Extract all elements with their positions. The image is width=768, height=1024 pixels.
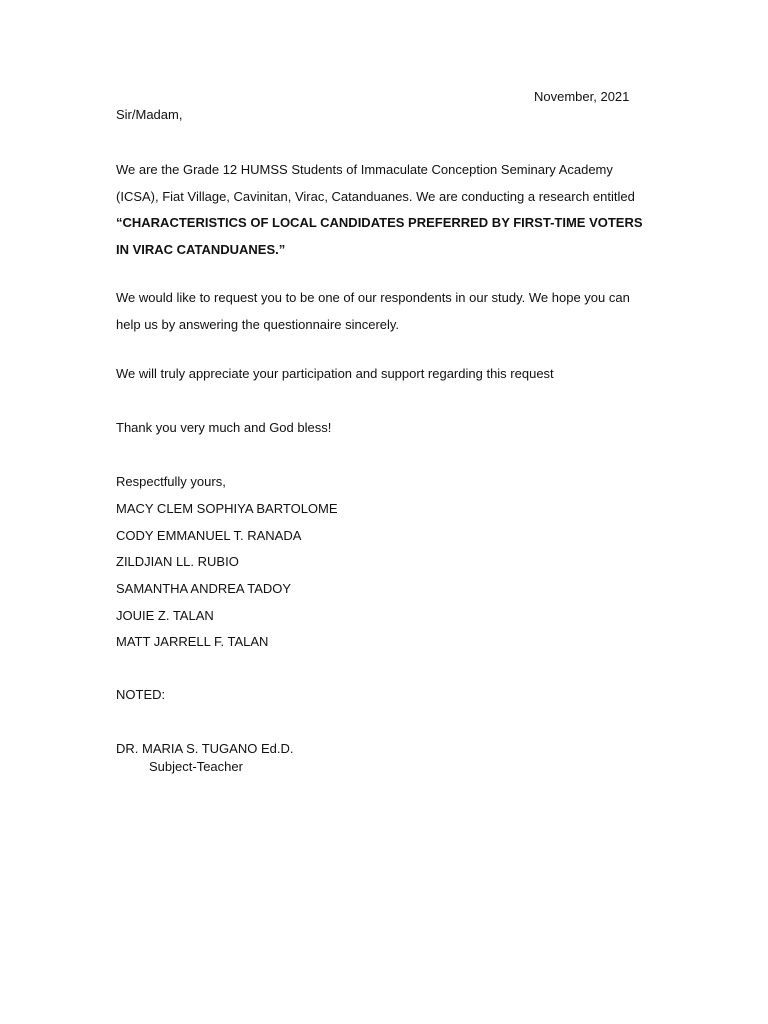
signatory-name: MACY CLEM SOPHIYA BARTOLOME	[116, 501, 338, 516]
noted-label: NOTED:	[116, 687, 166, 702]
approver-block	[116, 740, 293, 776]
signatory-name: MATT JARRELL F. TALAN	[116, 634, 269, 650]
signatory-name: CODY EMMANUEL T. RANADA	[116, 527, 302, 543]
signatory-name: JOUIE Z. TALAN	[116, 607, 214, 623]
signatory-name: SAMANTHA ANDREA TADOY	[116, 581, 292, 597]
signatory-list	[116, 500, 338, 660]
salutation: Sir/Madam,	[116, 107, 183, 122]
signatory-name: ZILDJIAN LL. RUBIO	[116, 554, 239, 570]
closing-line: Respectfully yours,	[116, 474, 226, 489]
research-title: “CHARACTERISTICS OF LOCAL CANDIDATES PREFERRED BY FIRST-TIME VOTERS IN VIRAC CATANDUANES.”	[116, 215, 643, 258]
letter-date: November, 2021	[534, 89, 630, 104]
thanks-paragraph: Thank you very much and God bless!	[116, 420, 332, 435]
appreciation-paragraph: We will truly appreciate your participation and support regarding this request	[116, 366, 554, 381]
approver-role: Subject-Teacher	[149, 759, 243, 774]
request-paragraph: We would like to request you to be one of our respondents in our study. We hope you can help us by answering the questionnaire sincerely.	[116, 290, 630, 332]
intro-text: We are the Grade 12 HUMSS Students of Immaculate Conception Seminary Academy (ICSA), Fiat Village, Cavinitan, Virac, Catanduanes. We are conducting a research entitled	[116, 162, 635, 204]
approver-name: DR. MARIA S. TUGANO Ed.D.	[116, 741, 294, 756]
intro-paragraph	[116, 157, 656, 264]
